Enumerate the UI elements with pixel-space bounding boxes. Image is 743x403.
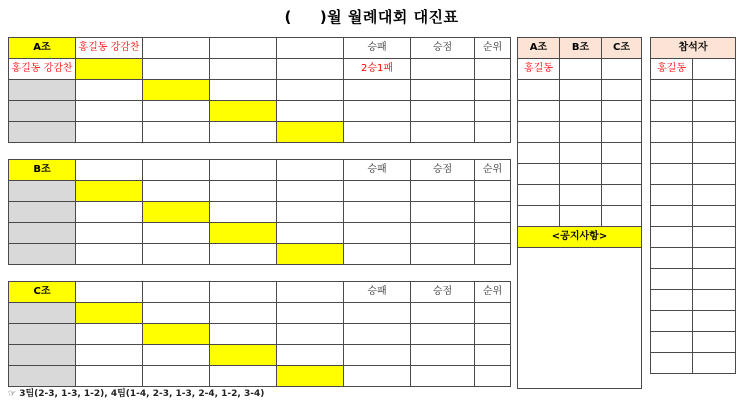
table-cell[interactable]: [143, 244, 210, 265]
table-cell[interactable]: [411, 80, 475, 101]
diagonal-cell: [210, 101, 277, 122]
table-cell[interactable]: [602, 122, 642, 143]
table-cell[interactable]: [143, 303, 210, 324]
table-cell[interactable]: [518, 122, 560, 143]
diagonal-cell: [210, 223, 277, 244]
group-a-row1-record[interactable]: 2승1패: [344, 59, 411, 80]
table-cell[interactable]: [651, 332, 693, 353]
table-cell[interactable]: [143, 160, 210, 181]
diagonal-cell: [76, 59, 143, 80]
table-cell[interactable]: [210, 366, 277, 387]
table-cell[interactable]: [344, 345, 411, 366]
group-b-table: [8, 159, 511, 265]
table-cell[interactable]: [76, 244, 143, 265]
table-cell[interactable]: [518, 143, 560, 164]
table-cell[interactable]: [76, 80, 143, 101]
name-cell[interactable]: [9, 303, 76, 324]
diagonal-cell: [143, 80, 210, 101]
name-cell[interactable]: [9, 345, 76, 366]
table-cell[interactable]: [518, 80, 560, 101]
table-cell[interactable]: [651, 227, 693, 248]
table-cell[interactable]: [475, 303, 511, 324]
table-cell[interactable]: [143, 366, 210, 387]
group-c-label: C조: [9, 282, 76, 303]
table-cell[interactable]: [277, 101, 344, 122]
table-cell[interactable]: [475, 101, 511, 122]
table-cell[interactable]: [651, 311, 693, 332]
diagonal-cell: [76, 303, 143, 324]
attendee-first[interactable]: 홍길동: [651, 59, 693, 80]
table-cell[interactable]: [693, 227, 736, 248]
table-cell[interactable]: [277, 202, 344, 223]
table-cell[interactable]: [277, 223, 344, 244]
attendee-header: 참석자: [651, 38, 736, 59]
table-cell[interactable]: [651, 101, 693, 122]
side-header-a: A조: [518, 38, 560, 59]
side-header-b: B조: [560, 38, 602, 59]
table-cell[interactable]: [651, 80, 693, 101]
table-cell[interactable]: [210, 38, 277, 59]
table-cell[interactable]: [560, 101, 602, 122]
table-cell[interactable]: [143, 101, 210, 122]
table-cell[interactable]: [475, 181, 511, 202]
table-cell[interactable]: [210, 122, 277, 143]
table-cell[interactable]: [76, 101, 143, 122]
col-header-points: 승점: [411, 38, 475, 59]
table-cell[interactable]: [651, 269, 693, 290]
notice-header: <공지사항>: [518, 227, 642, 248]
group-a-header-pair[interactable]: 홍길동 강감찬: [76, 38, 143, 59]
name-cell[interactable]: [9, 122, 76, 143]
name-cell[interactable]: [9, 223, 76, 244]
table-cell[interactable]: [76, 160, 143, 181]
name-cell[interactable]: [9, 324, 76, 345]
col-header-rank: 순위: [475, 160, 511, 181]
table-cell[interactable]: [76, 122, 143, 143]
table-cell[interactable]: [560, 185, 602, 206]
table-cell[interactable]: [411, 101, 475, 122]
table-cell[interactable]: [560, 164, 602, 185]
table-cell[interactable]: [602, 185, 642, 206]
group-b-label: B조: [9, 160, 76, 181]
table-cell[interactable]: [143, 345, 210, 366]
table-cell[interactable]: [76, 282, 143, 303]
table-cell[interactable]: [602, 101, 642, 122]
group-a-row1-pair[interactable]: 홍길동 강감찬: [9, 59, 76, 80]
col-header-rank: 순위: [475, 38, 511, 59]
table-cell[interactable]: [693, 248, 736, 269]
table-cell[interactable]: [210, 202, 277, 223]
col-header-rank: 순위: [475, 282, 511, 303]
table-cell[interactable]: [518, 206, 560, 227]
table-cell[interactable]: [651, 353, 693, 374]
name-cell[interactable]: [9, 101, 76, 122]
table-cell[interactable]: [651, 290, 693, 311]
table-cell[interactable]: [277, 345, 344, 366]
table-cell[interactable]: [693, 353, 736, 374]
table-cell[interactable]: [344, 244, 411, 265]
table-cell[interactable]: [693, 290, 736, 311]
table-cell[interactable]: [210, 282, 277, 303]
col-header-points: 승점: [411, 160, 475, 181]
name-cell[interactable]: [9, 181, 76, 202]
table-cell[interactable]: [210, 160, 277, 181]
table-cell[interactable]: [693, 80, 736, 101]
table-cell[interactable]: [693, 101, 736, 122]
table-cell[interactable]: [411, 202, 475, 223]
table-cell[interactable]: [475, 122, 511, 143]
table-cell[interactable]: [411, 223, 475, 244]
table-cell[interactable]: [411, 345, 475, 366]
footnote: ☞ 3팀(2-3, 1-3, 1-2), 4팀(1-4, 2-3, 1-3, 2-4, 1-2, 3-4): [8, 389, 265, 399]
table-cell[interactable]: [693, 122, 736, 143]
col-header-wl: 승패: [344, 282, 411, 303]
table-cell[interactable]: [602, 206, 642, 227]
table-cell[interactable]: [143, 223, 210, 244]
table-cell[interactable]: [651, 248, 693, 269]
table-cell[interactable]: [602, 80, 642, 101]
attendee-table: [650, 37, 736, 374]
table-cell[interactable]: [344, 181, 411, 202]
name-cell[interactable]: [9, 202, 76, 223]
group-a-table: [8, 37, 511, 143]
table-cell[interactable]: [210, 244, 277, 265]
table-cell[interactable]: [693, 143, 736, 164]
table-cell[interactable]: [210, 80, 277, 101]
table-cell[interactable]: [651, 164, 693, 185]
table-cell[interactable]: [475, 345, 511, 366]
name-cell[interactable]: [9, 366, 76, 387]
table-cell[interactable]: [411, 59, 475, 80]
table-cell[interactable]: [411, 366, 475, 387]
table-cell[interactable]: [76, 366, 143, 387]
group-c-table: [8, 281, 511, 387]
table-cell[interactable]: [143, 38, 210, 59]
table-cell[interactable]: [518, 164, 560, 185]
table-cell[interactable]: [76, 324, 143, 345]
table-cell[interactable]: [560, 122, 602, 143]
table-cell[interactable]: [560, 80, 602, 101]
diagonal-cell: [210, 345, 277, 366]
table-cell[interactable]: [344, 303, 411, 324]
table-cell[interactable]: [693, 206, 736, 227]
table-cell[interactable]: [518, 101, 560, 122]
col-header-wl: 승패: [344, 38, 411, 59]
table-cell[interactable]: [651, 206, 693, 227]
table-cell[interactable]: [411, 244, 475, 265]
table-cell[interactable]: [475, 80, 511, 101]
table-cell[interactable]: [693, 332, 736, 353]
table-cell[interactable]: [475, 59, 511, 80]
table-cell[interactable]: [277, 80, 344, 101]
table-cell[interactable]: [693, 185, 736, 206]
table-cell[interactable]: [76, 345, 143, 366]
table-cell[interactable]: [277, 303, 344, 324]
table-cell[interactable]: [411, 122, 475, 143]
diagonal-cell: [277, 366, 344, 387]
table-cell[interactable]: [560, 143, 602, 164]
page-title: ( )월 월례대회 대진표: [284, 8, 459, 26]
table-cell[interactable]: [518, 185, 560, 206]
table-cell[interactable]: [344, 80, 411, 101]
table-cell[interactable]: [277, 160, 344, 181]
table-cell[interactable]: [411, 324, 475, 345]
diagonal-cell: [277, 122, 344, 143]
side-first-name[interactable]: 홍길동: [518, 59, 560, 80]
table-cell[interactable]: [344, 324, 411, 345]
table-cell[interactable]: [210, 181, 277, 202]
table-cell[interactable]: [344, 202, 411, 223]
table-cell[interactable]: [143, 122, 210, 143]
table-cell[interactable]: [344, 223, 411, 244]
table-cell[interactable]: [560, 59, 602, 80]
table-cell[interactable]: [143, 181, 210, 202]
table-cell[interactable]: [143, 282, 210, 303]
table-cell[interactable]: [344, 366, 411, 387]
table-cell[interactable]: [693, 59, 736, 80]
table-cell[interactable]: [277, 38, 344, 59]
table-cell[interactable]: [693, 164, 736, 185]
table-cell[interactable]: [602, 143, 642, 164]
table-cell[interactable]: [76, 202, 143, 223]
table-cell[interactable]: [475, 324, 511, 345]
table-cell[interactable]: [143, 59, 210, 80]
table-cell[interactable]: [411, 181, 475, 202]
table-cell[interactable]: [76, 223, 143, 244]
table-cell[interactable]: [475, 223, 511, 244]
table-cell[interactable]: [344, 122, 411, 143]
table-cell[interactable]: [651, 185, 693, 206]
table-cell[interactable]: [693, 311, 736, 332]
diagonal-cell: [143, 324, 210, 345]
side-header-c: C조: [602, 38, 642, 59]
table-cell[interactable]: [411, 303, 475, 324]
table-cell[interactable]: [475, 202, 511, 223]
table-cell[interactable]: [651, 122, 693, 143]
table-cell[interactable]: [344, 101, 411, 122]
table-cell[interactable]: [693, 269, 736, 290]
table-cell[interactable]: [475, 244, 511, 265]
table-cell[interactable]: [277, 282, 344, 303]
group-a-label: A조: [9, 38, 76, 59]
notice-body[interactable]: [518, 248, 642, 389]
table-cell[interactable]: [651, 143, 693, 164]
table-cell[interactable]: [560, 206, 602, 227]
col-header-wl: 승패: [344, 160, 411, 181]
table-cell[interactable]: [277, 181, 344, 202]
table-cell[interactable]: [210, 303, 277, 324]
name-cell[interactable]: [9, 244, 76, 265]
diagonal-cell: [76, 181, 143, 202]
table-cell[interactable]: [277, 324, 344, 345]
name-cell[interactable]: [9, 80, 76, 101]
table-cell[interactable]: [475, 366, 511, 387]
table-cell[interactable]: [602, 59, 642, 80]
diagonal-cell: [143, 202, 210, 223]
col-header-points: 승점: [411, 282, 475, 303]
table-cell[interactable]: [277, 59, 344, 80]
diagonal-cell: [277, 244, 344, 265]
table-cell[interactable]: [602, 164, 642, 185]
table-cell[interactable]: [210, 59, 277, 80]
side-table: [517, 37, 642, 389]
table-cell[interactable]: [210, 324, 277, 345]
